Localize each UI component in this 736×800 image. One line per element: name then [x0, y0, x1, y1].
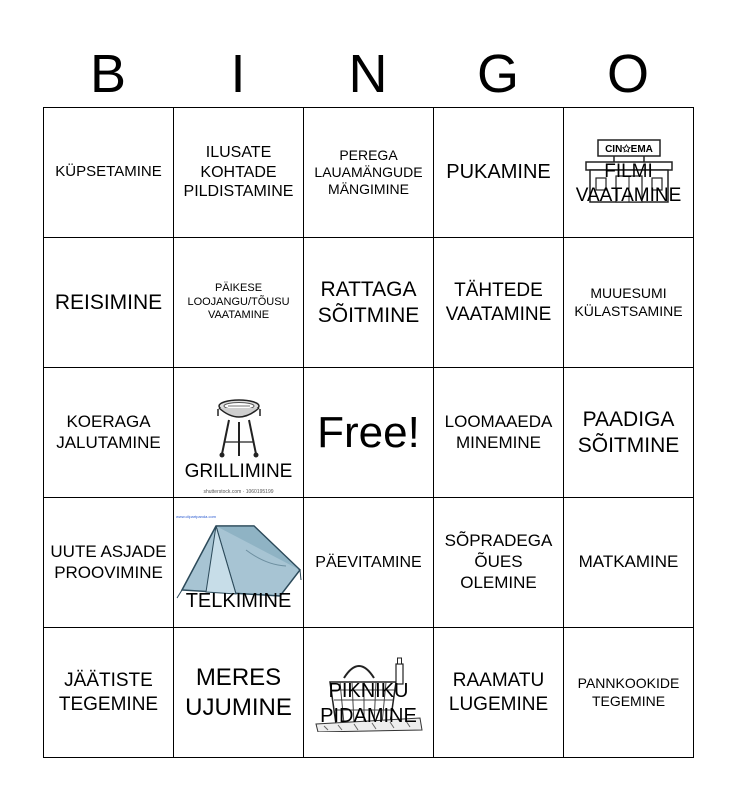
bingo-cell[interactable] [174, 238, 304, 368]
header-letter-n: N [348, 44, 388, 104]
bingo-cell[interactable] [434, 108, 564, 238]
image-credit: shutterstock.com · 1060195199 [203, 489, 274, 495]
cell-label: RAAMATU LUGEMINE [448, 670, 549, 715]
bingo-board [43, 107, 694, 758]
bingo-cell[interactable] [174, 108, 304, 238]
cell-label: RATTAGA SÕITMINE [317, 277, 420, 327]
cell-label: PÄEVITAMINE [315, 553, 422, 571]
cell-label: PAADIGA SÕITMINE [577, 407, 680, 457]
bingo-cell[interactable] [44, 108, 174, 238]
header-letter-i: I [230, 44, 246, 104]
bingo-cell[interactable] [434, 628, 564, 758]
cell-label: PIKNIKU PIDAMINE [320, 680, 417, 727]
bingo-header [43, 40, 693, 108]
header-letter-b: B [89, 44, 127, 104]
bingo-cell[interactable] [44, 238, 174, 368]
cell-label: LOOMAAEDA MINEMINE [444, 411, 553, 452]
cell-label: MATKAMINE [578, 552, 679, 572]
bingo-cell[interactable] [304, 238, 434, 368]
bingo-cell[interactable] [304, 498, 434, 628]
cell-label: JÄÄTISTE TEGEMINE [58, 670, 159, 715]
cell-label: PEREGA LAUAMÄNGUDE MÄNGIMINE [314, 146, 423, 198]
bingo-cell[interactable] [304, 628, 434, 758]
bingo-cell[interactable] [434, 238, 564, 368]
bingo-cell[interactable] [434, 498, 564, 628]
cell-label: TELKIMINE [185, 590, 292, 613]
grill-icon [214, 396, 264, 460]
cell-label: PÄIKESE LOOJANGU/TÕUSU VAATAMINE [187, 282, 290, 322]
bingo-cell[interactable] [434, 368, 564, 498]
bingo-cell[interactable] [564, 108, 694, 238]
header-letter-o: O [606, 44, 649, 104]
bingo-cell[interactable] [564, 368, 694, 498]
bingo-cell[interactable] [174, 368, 304, 498]
bingo-cell[interactable] [44, 628, 174, 758]
bingo-cell[interactable] [174, 498, 304, 628]
bingo-cell[interactable] [564, 498, 694, 628]
cell-label: ILUSATE KOHTADE PILDISTAMINE [183, 144, 294, 201]
bingo-cell[interactable] [564, 628, 694, 758]
cell-label: TÄHTEDE VAATAMINE [445, 280, 552, 325]
cell-label: UUTE ASJADE PROOVIMINE [50, 541, 167, 582]
cell-label: KÜPSETAMINE [55, 163, 162, 181]
free-label: Free! [317, 407, 420, 457]
cell-label: MERES UJUMINE [185, 664, 292, 721]
header-letter-g: G [476, 44, 519, 104]
bingo-cell[interactable] [44, 368, 174, 498]
cell-label: FILMI VAATAMINE [575, 161, 682, 206]
tent-icon [176, 520, 302, 600]
bingo-cell[interactable] [304, 108, 434, 238]
cell-label: MUUESUMI KÜLASTSAMINE [574, 285, 683, 319]
bingo-cell[interactable] [174, 628, 304, 758]
free-cell[interactable] [304, 368, 434, 498]
cell-label: PANNKOOKIDE TEGEMINE [577, 675, 680, 709]
cinema-sign-text: CIN✩EMA [605, 144, 653, 155]
bingo-cell[interactable] [564, 238, 694, 368]
cell-label: REISIMINE [54, 290, 163, 314]
cell-label: PUKAMINE [446, 161, 551, 184]
cell-label: GRILLIMINE [184, 460, 293, 482]
cell-label: KOERAGA JALUTAMINE [56, 411, 161, 452]
image-credit: www.clipartpanda.com [176, 514, 217, 519]
cell-label: SÕPRADEGA ÕUES OLEMINE [444, 531, 553, 592]
bingo-cell[interactable] [44, 498, 174, 628]
